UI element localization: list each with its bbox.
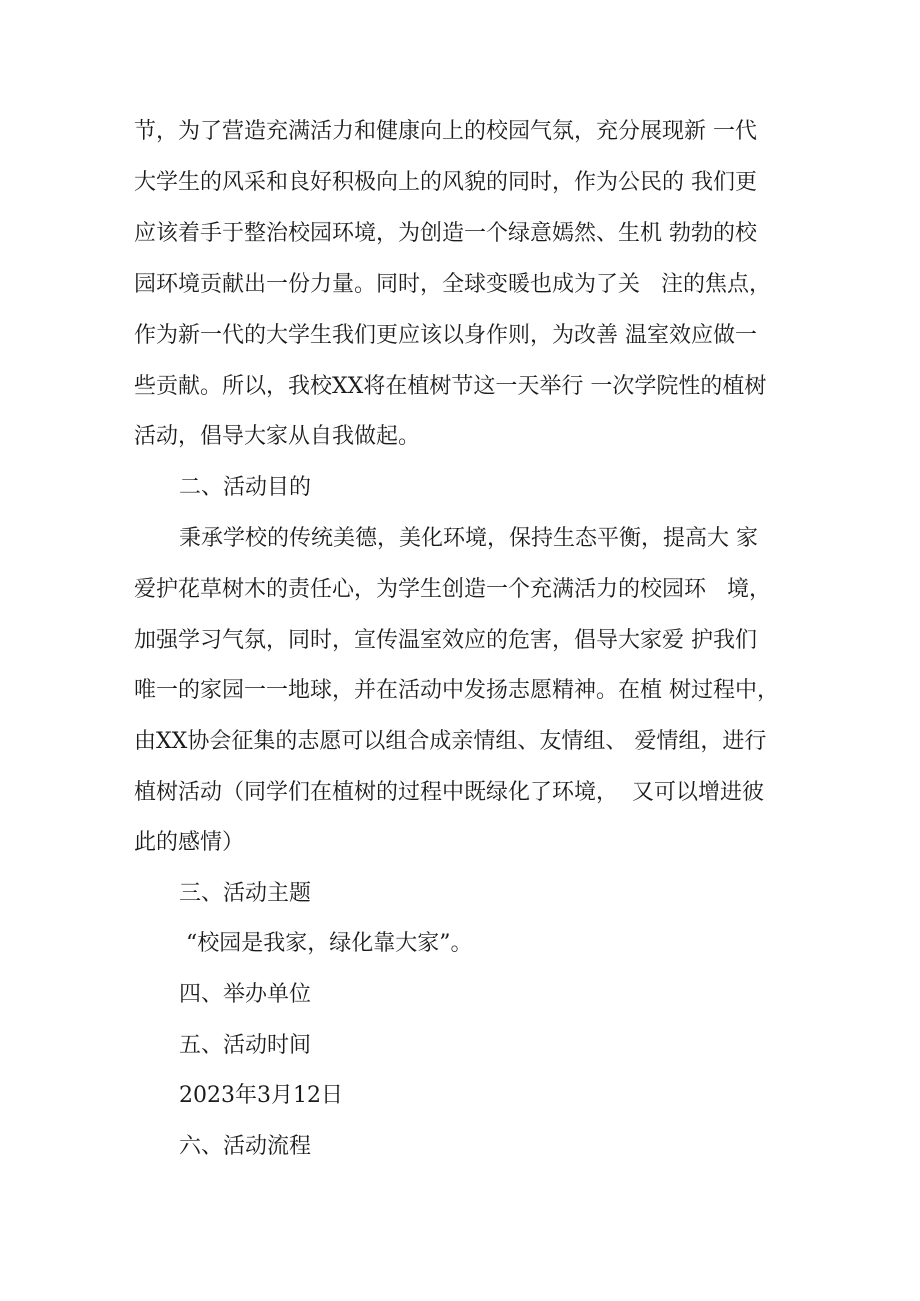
activity-date: 2023年3月12日	[179, 1083, 343, 1108]
paragraph-line: 应该着手于整治校园环境，为创造一个绿意嫣然、生机 勃勃的校	[134, 221, 757, 246]
paragraph-line: 活动，倡导大家从自我做起。	[134, 424, 421, 449]
paragraph-line: 唯一的家园一一地球，并在活动中发扬志愿精神。在植 树过程中，	[134, 678, 779, 703]
paragraph-line: 大学生的风采和良好积极向上的风貌的同时，作为公民的 我们更	[134, 170, 757, 195]
paragraph-line: 些贡献。所以，我校XX将在植树节这一天举行 一次学院性的植树	[134, 374, 767, 399]
paragraph-line: 作为新一代的大学生我们更应该以身作则，为改善 温室效应做一	[134, 323, 757, 348]
section-heading-organizer: 四、举办单位	[179, 982, 312, 1007]
paragraph-line: 爱护花草树木的责任心，为学生创造一个充满活力的校园环 境，	[134, 577, 771, 602]
theme-quote: “校园是我家，绿化靠大家”。	[186, 931, 473, 956]
section-heading-time: 五、活动时间	[179, 1033, 312, 1058]
paragraph-line: 植树活动（同学们在植树的过程中既绿化了环境， 又可以增进彼	[134, 780, 764, 805]
paragraph-line: 园环境贡献出一份力量。同时，全球变暖也成为了关 注的焦点，	[134, 272, 771, 297]
paragraph-line: 此的感情）	[134, 830, 245, 855]
paragraph-line: 节，为了营造充满活力和健康向上的校园气氛，充分展现新 一代	[134, 119, 757, 144]
paragraph-line: 秉承学校的传统美德，美化环境，保持生态平衡，提高大 家	[179, 526, 758, 551]
section-heading-process: 六、活动流程	[179, 1134, 312, 1159]
paragraph-line: 加强学习气氛，同时，宣传温室效应的危害，倡导大家爱 护我们	[134, 628, 757, 653]
section-heading-theme: 三、活动主题	[179, 881, 312, 906]
paragraph-line: 由XX协会征集的志愿可以组合成亲情组、友情组、 爱情组，进行	[134, 729, 767, 754]
section-heading-purpose: 二、活动目的	[179, 475, 312, 500]
